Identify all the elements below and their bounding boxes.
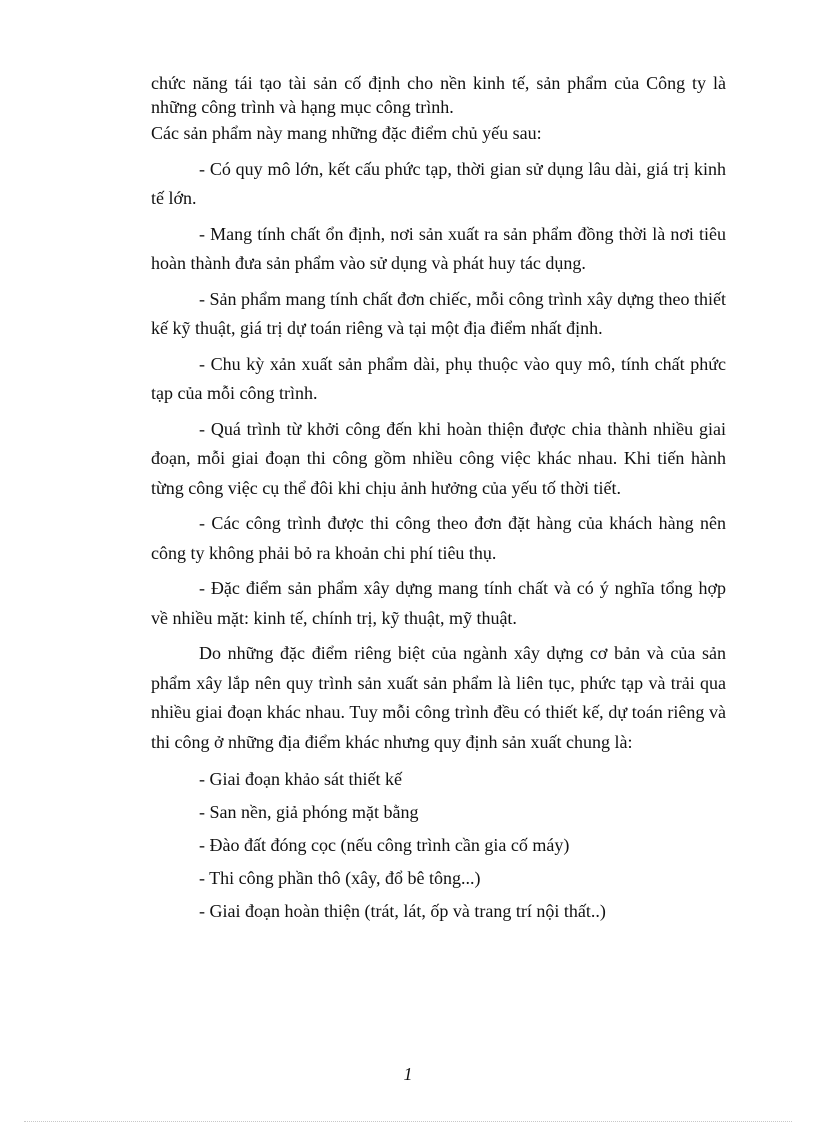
characteristic-item: - Có quy mô lớn, kết cấu phức tạp, thời gian sử dụng lâu dài, giá trị kinh tế lớn. (151, 158, 726, 208)
characteristic-item: - Các công trình được thi công theo đơn đặt hàng của khách hàng nên công ty không phải bỏ ra khoản chi phí tiêu thụ. (151, 513, 726, 563)
page-content (151, 71, 726, 928)
characteristics-heading: Các sản phẩm này mang những đặc điểm chủ yếu sau: (151, 123, 542, 143)
characteristic-item: - Chu kỳ xản xuất sản phẩm dài, phụ thuộc vào quy mô, tính chất phức tạp của mỗi công trình. (151, 353, 726, 403)
process-step: - Giai đoạn khảo sát thiết kế (199, 769, 402, 789)
process-intro-paragraph: Do những đặc điểm riêng biệt của ngành xây dựng cơ bản và của sản phẩm xây lắp nên quy trình sản xuất sản phẩm là liên tục, phức tạp và trải qua nhiều giai đoạn khác nhau. Tuy mỗi công trình đều có thiết kế, dự toán riêng và thi công ở những địa điểm khác nhưng quy định sản xuất chung là: (151, 643, 726, 752)
characteristic-item: - Quá trình từ khởi công đến khi hoàn thiện được chia thành nhiều giai đoạn, mỗi giai đoạn thi công gồm nhiều công việc khác nhau. Khi tiến hành từng công việc cụ thể đôi khi chịu ảnh hưởng của yếu tố thời tiết. (151, 418, 726, 498)
footer-divider (24, 1121, 792, 1122)
process-step: - Giai đoạn hoàn thiện (trát, lát, ốp và trang trí nội thất..) (199, 901, 606, 921)
characteristic-item: - Sản phẩm mang tính chất đơn chiếc, mỗi công trình xây dựng theo thiết kế kỹ thuật, giá trị dự toán riêng và tại một địa điểm nhất định. (151, 288, 726, 338)
page-number: 1 (403, 1064, 413, 1084)
process-step: - Đào đất đóng cọc (nếu công trình cần gia cố máy) (199, 835, 570, 855)
characteristic-item: - Đặc điểm sản phẩm xây dựng mang tính chất và có ý nghĩa tổng hợp về nhiều mặt: kinh tế, chính trị, kỹ thuật, mỹ thuật. (151, 578, 726, 628)
process-step: - San nền, giả phóng mặt bằng (199, 802, 419, 822)
intro-paragraph: chức năng tái tạo tài sản cố định cho nền kinh tế, sản phẩm của Công ty là những công trình và hạng mục công trình. (151, 73, 726, 117)
characteristic-item: - Mang tính chất ổn định, nơi sản xuất ra sản phẩm đồng thời là nơi tiêu hoàn thành đưa sản phẩm vào sử dụng và phát huy tác dụng. (151, 223, 726, 273)
process-step: - Thi công phần thô (xây, đổ bê tông...) (199, 868, 481, 888)
